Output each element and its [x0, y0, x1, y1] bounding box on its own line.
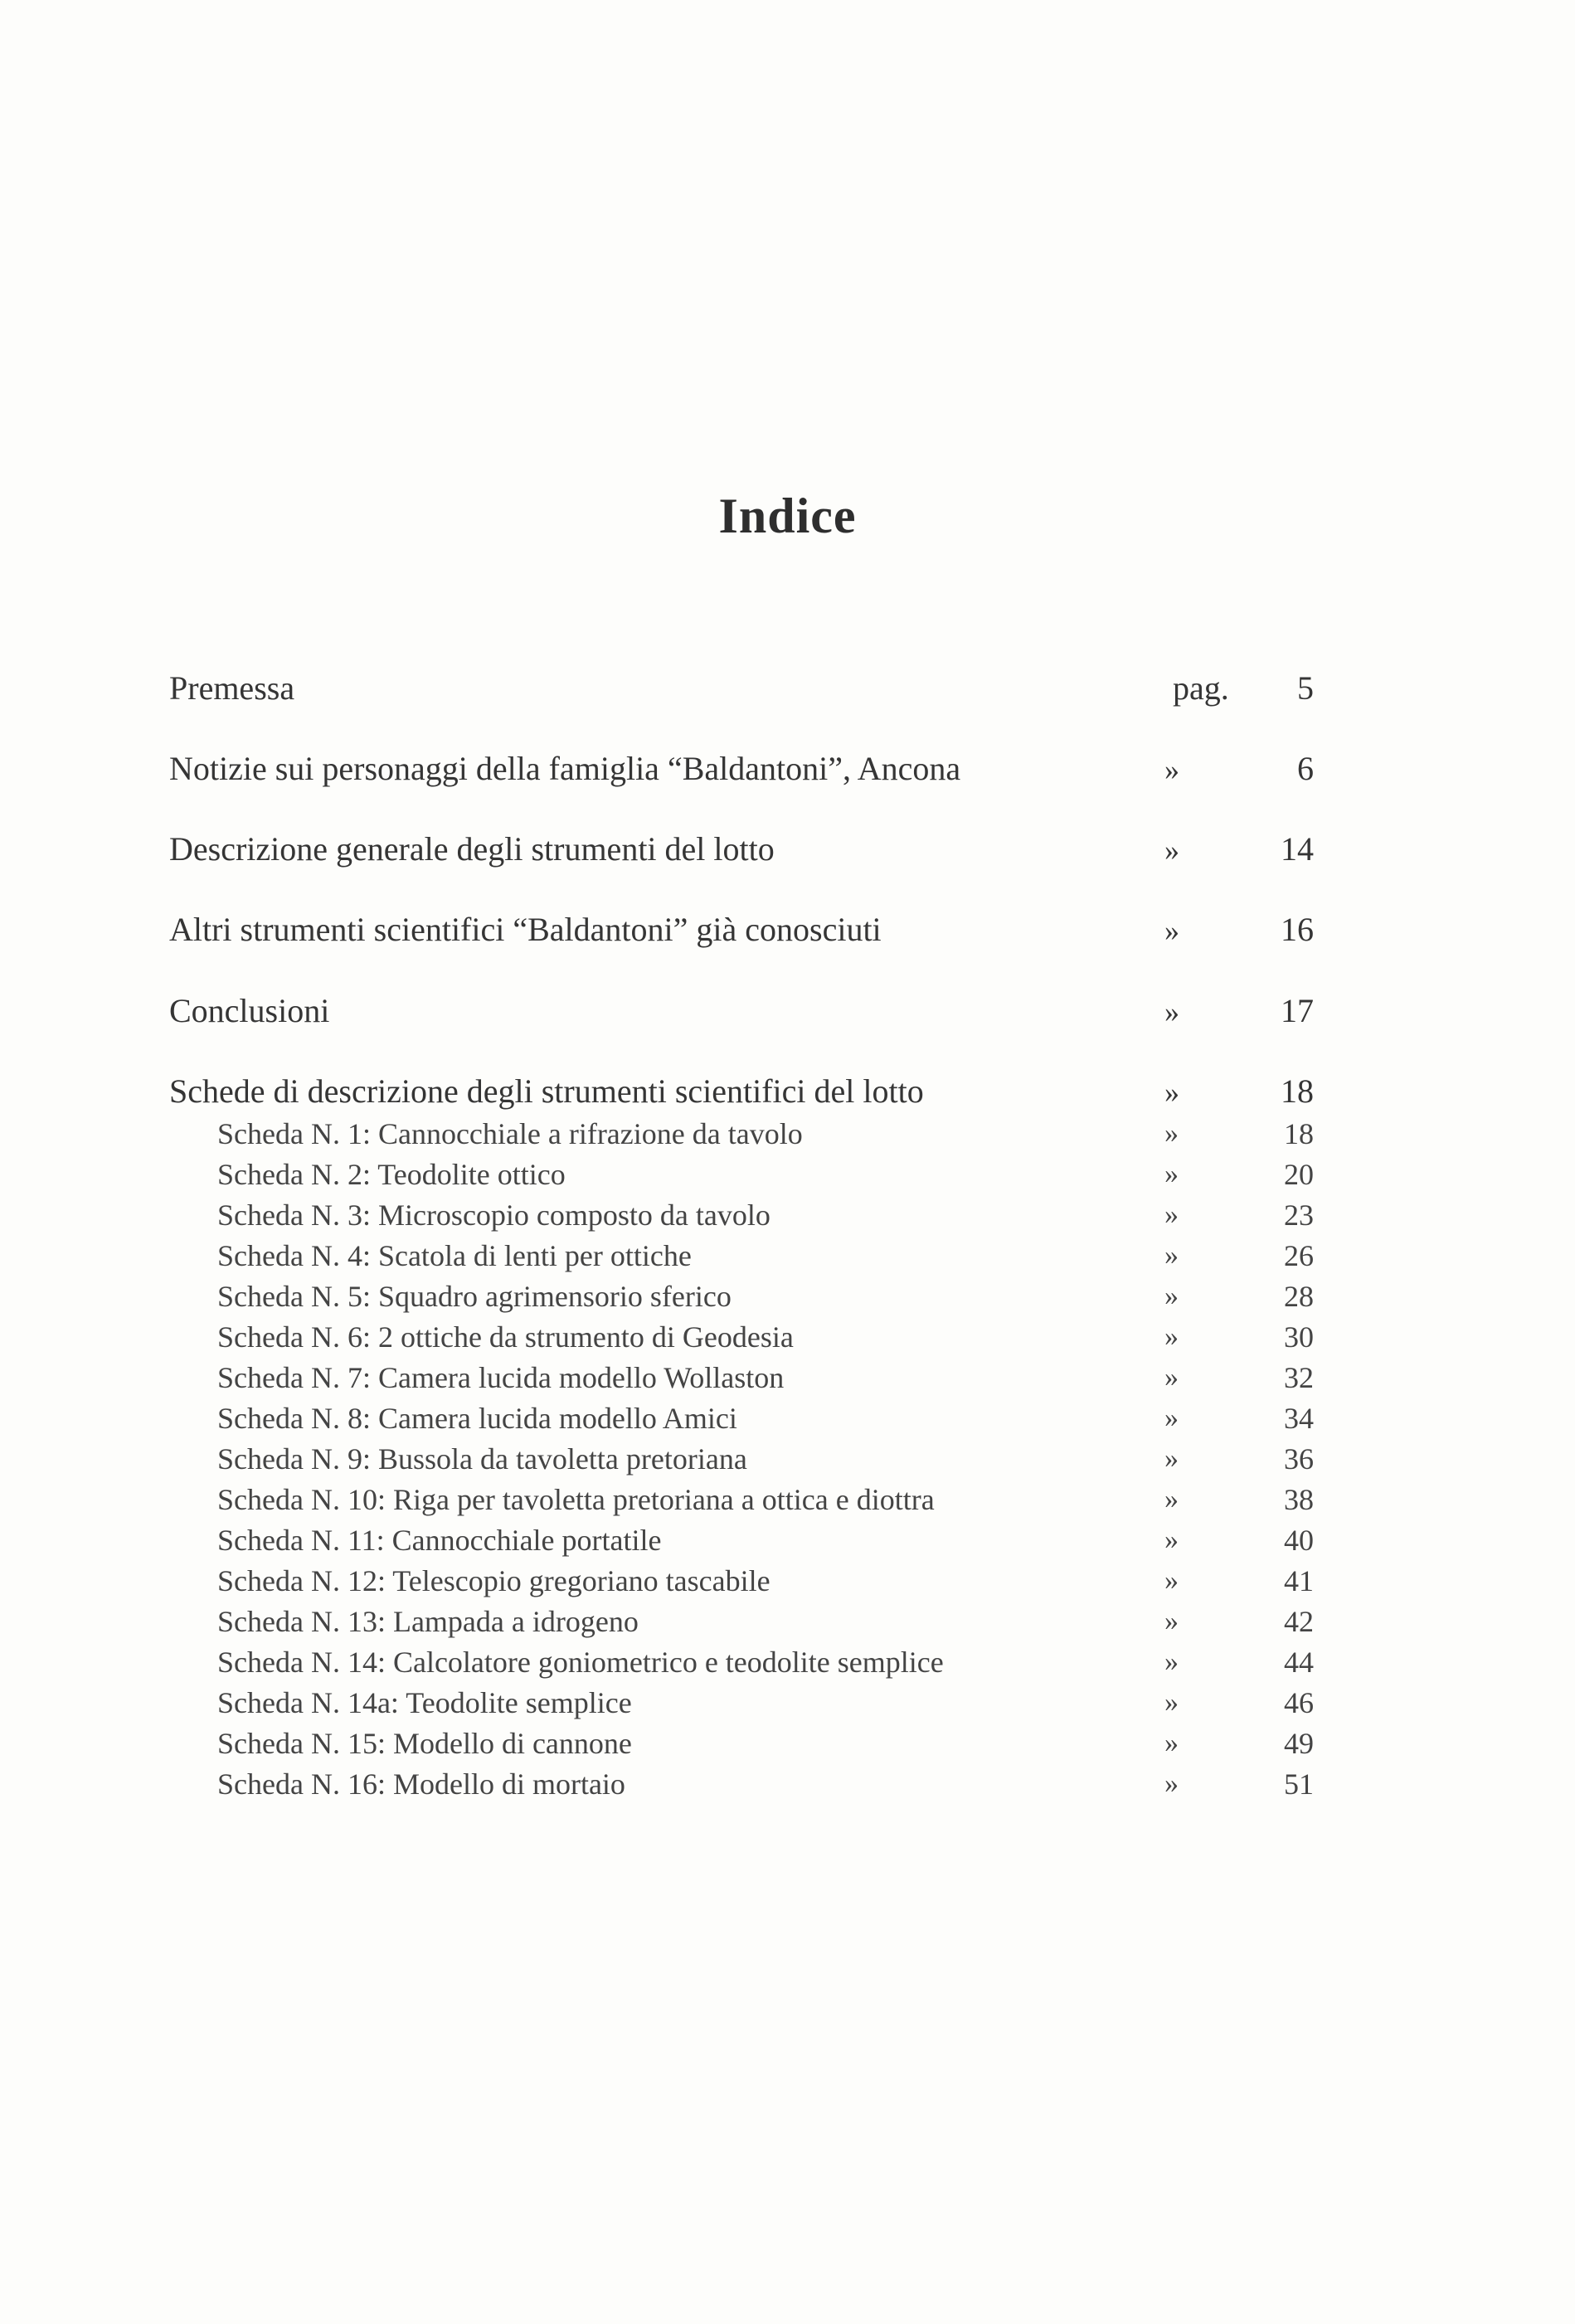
toc-sub-entry-marker: » — [1164, 1240, 1179, 1271]
toc-sub-entry-page: 40 — [1284, 1524, 1314, 1557]
toc-sub-entry-marker: » — [1164, 1362, 1179, 1393]
toc-sub-entry-label: Scheda N. 14a: Teodolite semplice — [217, 1686, 632, 1719]
toc-sub-entry — [169, 1238, 1314, 1280]
toc-entry — [169, 749, 1314, 790]
toc-sub-entry-label: Scheda N. 3: Microscopio composto da tavolo — [217, 1198, 770, 1232]
toc-entry-page: 5 — [1297, 669, 1314, 707]
toc-sub-entry-label: Scheda N. 13: Lampada a idrogeno — [217, 1605, 639, 1638]
toc-entry-marker: » — [1164, 834, 1179, 867]
toc-entry-marker: » — [1164, 914, 1179, 947]
toc-sub-entry-page: 23 — [1284, 1198, 1314, 1232]
toc-sub-entry — [169, 1767, 1314, 1808]
toc-sub-entry-label: Scheda N. 8: Camera lucida modello Amici — [217, 1402, 737, 1435]
toc-sub-entry-label: Scheda N. 14: Calcolatore goniometrico e teodolite semplice — [217, 1646, 944, 1679]
toc-sub-entry-page: 38 — [1284, 1483, 1314, 1516]
toc-sub-entry-label: Scheda N. 12: Telescopio gregoriano tascabile — [217, 1564, 770, 1597]
toc-sub-entry — [169, 1685, 1314, 1727]
toc-sub-entry — [169, 1482, 1314, 1524]
toc-sub-entry — [169, 1442, 1314, 1483]
toc-entry-label: Altri strumenti scientifici “Baldantoni” già conosciuti — [169, 911, 882, 948]
toc-sub-entry-page: 18 — [1284, 1117, 1314, 1150]
toc-entry — [169, 669, 1314, 710]
toc-entry-page: 6 — [1297, 750, 1314, 787]
toc-entry-label: Premessa — [169, 669, 295, 707]
toc-sub-entry-page: 42 — [1284, 1605, 1314, 1638]
toc-sub-entry-label: Scheda N. 5: Squadro agrimensorio sferico — [217, 1280, 732, 1313]
toc-entry-page: 14 — [1281, 830, 1314, 868]
toc-sub-entry-page: 44 — [1284, 1646, 1314, 1679]
toc-sub-entry — [169, 1563, 1314, 1605]
toc-sub-entry-page: 51 — [1284, 1767, 1314, 1801]
toc-sub-entry-page: 32 — [1284, 1361, 1314, 1394]
toc-sub-entry-label: Scheda N. 9: Bussola da tavoletta pretoriana — [217, 1442, 747, 1476]
toc-sub-entry — [169, 1726, 1314, 1767]
toc-entry — [169, 991, 1314, 1033]
toc-sub-entry — [169, 1198, 1314, 1239]
toc-sub-entry-label: Scheda N. 10: Riga per tavoletta pretoriana a ottica e diottra — [217, 1483, 935, 1516]
toc-entry-page: 16 — [1281, 911, 1314, 948]
toc-sub-entry — [169, 1401, 1314, 1442]
toc-sub-entry-label: Scheda N. 15: Modello di cannone — [217, 1727, 632, 1760]
toc-sub-entry-label: Scheda N. 4: Scatola di lenti per ottiche — [217, 1239, 692, 1272]
toc-entry-label: Notizie sui personaggi della famiglia “Baldantoni”, Ancona — [169, 750, 961, 787]
toc-sub-entry-marker: » — [1164, 1321, 1179, 1352]
toc-sub-entry — [169, 1279, 1314, 1320]
toc-entry-page: 18 — [1281, 1072, 1314, 1110]
toc-sub-entry — [169, 1116, 1314, 1158]
toc-sub-entry-page: 36 — [1284, 1442, 1314, 1476]
toc-entry-marker: » — [1164, 1076, 1179, 1109]
toc-sub-entry — [169, 1360, 1314, 1402]
toc-entry-page: 17 — [1281, 992, 1314, 1029]
toc-sub-entry-page: 46 — [1284, 1686, 1314, 1719]
toc-sub-entry-marker: » — [1164, 1484, 1179, 1514]
toc-sub-entry-marker: » — [1164, 1687, 1179, 1718]
toc-sub-entry-label: Scheda N. 2: Teodolite ottico — [217, 1158, 566, 1191]
toc-sub-entry-page: 49 — [1284, 1727, 1314, 1760]
toc-entry-label: Conclusioni — [169, 992, 330, 1029]
toc-sub-entry-marker: » — [1164, 1281, 1179, 1311]
page-title: Indice — [718, 489, 857, 543]
toc-sub-entry-page: 28 — [1284, 1280, 1314, 1313]
toc-sub-entry-page: 20 — [1284, 1158, 1314, 1191]
toc-sub-entry-marker: » — [1164, 1159, 1179, 1189]
toc-sub-entry-marker: » — [1164, 1443, 1179, 1474]
toc-sub-entry-label: Scheda N. 1: Cannocchiale a rifrazione da tavolo — [217, 1117, 803, 1150]
toc-sub-entry-marker: » — [1164, 1403, 1179, 1433]
toc-sub-entry-label: Scheda N. 16: Modello di mortaio — [217, 1767, 625, 1801]
toc-sub-entry-label: Scheda N. 6: 2 ottiche da strumento di Geodesia — [217, 1320, 794, 1354]
toc-sub-entry-label: Scheda N. 11: Cannocchiale portatile — [217, 1524, 662, 1557]
toc-sub-entry-page: 30 — [1284, 1320, 1314, 1354]
toc-sub-entry-page: 41 — [1284, 1564, 1314, 1597]
toc-sub-entry-marker: » — [1164, 1606, 1179, 1636]
toc-sub-entry — [169, 1157, 1314, 1198]
toc-sub-entry-marker: » — [1164, 1199, 1179, 1230]
toc-entry-marker: » — [1164, 995, 1179, 1028]
toc-sub-entry-label: Scheda N. 7: Camera lucida modello Wollaston — [217, 1361, 785, 1394]
toc-entry-label: Schede di descrizione degli strumenti scientifici del lotto — [169, 1072, 924, 1110]
toc-sub-entry-marker: » — [1164, 1728, 1179, 1758]
toc-sub-entry-marker: » — [1164, 1646, 1179, 1677]
toc-sub-entry-marker: » — [1164, 1118, 1179, 1149]
toc-sub-entry-marker: » — [1164, 1768, 1179, 1799]
toc-sub-entry — [169, 1645, 1314, 1686]
toc-sub-entry — [169, 1320, 1314, 1361]
toc-entry-marker: pag. — [1173, 669, 1229, 707]
toc-sub-entry-page: 26 — [1284, 1239, 1314, 1272]
toc-sub-entry-marker: » — [1164, 1524, 1179, 1555]
toc-sub-entry — [169, 1604, 1314, 1646]
toc-entry — [169, 910, 1314, 951]
toc-entry-marker: » — [1164, 753, 1179, 786]
toc-entry-label: Descrizione generale degli strumenti del lotto — [169, 830, 775, 868]
toc-entry — [169, 1072, 1314, 1113]
toc-sub-entry-marker: » — [1164, 1565, 1179, 1596]
toc-sub-entry — [169, 1523, 1314, 1564]
toc-entry — [169, 829, 1314, 871]
toc-sub-entry-page: 34 — [1284, 1402, 1314, 1435]
